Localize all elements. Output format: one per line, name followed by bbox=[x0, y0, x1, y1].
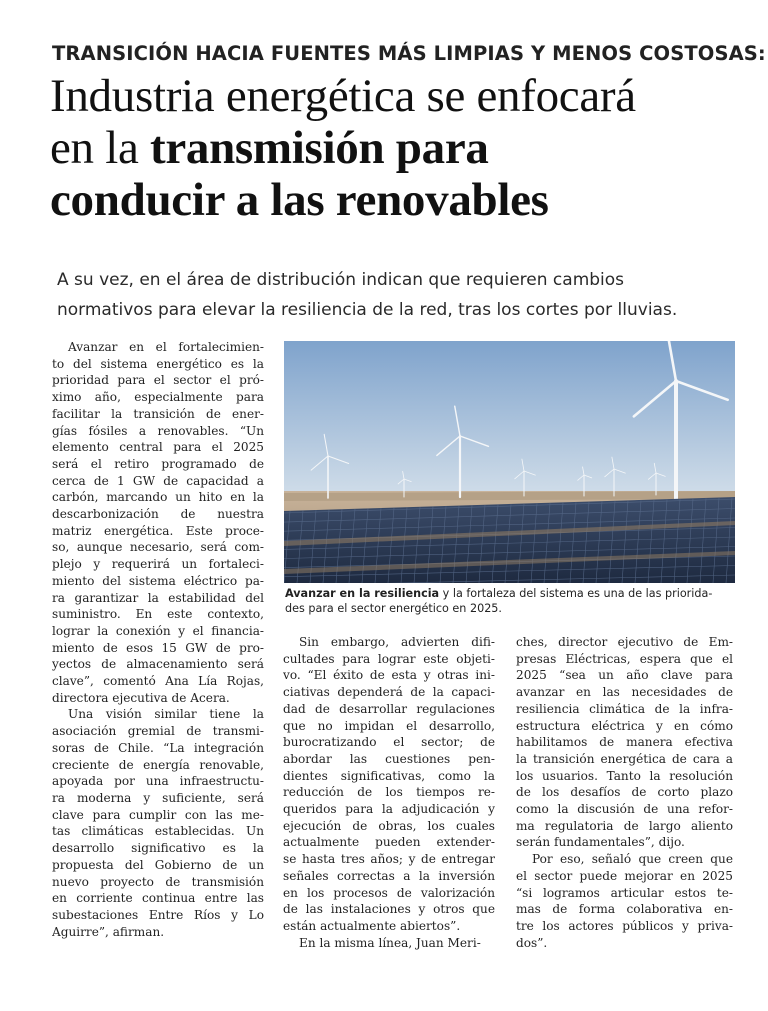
column2-line: ejecución de obras, los cuales bbox=[283, 818, 495, 833]
column1-line: so, aunque necesario, será com- bbox=[52, 540, 264, 555]
column1-line: miento de esos 15 GW de pro- bbox=[52, 640, 264, 655]
column1-line: cerca de 1 GW de capacidad a bbox=[52, 473, 264, 488]
column2-line: queridos para la adjudicación y bbox=[283, 802, 495, 817]
deck-line-1: A su vez, en el área de distribución indican que requieren cambios bbox=[57, 270, 625, 290]
column3-line: el sector puede mejorar en 2025 bbox=[516, 868, 733, 883]
column1-line: asociación gremial de transmi- bbox=[52, 724, 264, 739]
column2-line: En la misma línea, Juan Meri- bbox=[299, 935, 481, 950]
column3-line: los usuarios. Tanto la resolución bbox=[516, 768, 733, 783]
column1-line: desarrollo significativo es la bbox=[52, 841, 264, 856]
column3-line: resiliencia climática de la infra- bbox=[516, 701, 733, 716]
headline-line-3 bbox=[50, 174, 740, 226]
column1-line: en corriente continua entre las bbox=[52, 891, 264, 906]
column1-line: clave”, comentó Ana Lía Rojas, bbox=[52, 674, 264, 689]
column1-line: ra moderna y suficiente, será bbox=[52, 790, 264, 805]
caption-rest: y la fortaleza del sistema es una de las priorida- bbox=[439, 587, 713, 600]
column2-line: en los procesos de valorización bbox=[283, 885, 495, 900]
column3-line: de los desafíos de corto plazo bbox=[516, 785, 733, 800]
column2-line: de las instalaciones y otros que bbox=[283, 902, 495, 917]
caption-line-2: des para el sector energético en 2025. bbox=[285, 602, 502, 615]
column2-line: ciativas dependerá de la capaci- bbox=[283, 685, 495, 700]
column1-line: Avanzar en el fortalecimien- bbox=[68, 340, 264, 354]
column3-line: 2025 “sea un año clave para bbox=[516, 668, 733, 683]
column2-line: están actualmente abiertos”. bbox=[283, 918, 461, 933]
kicker: TRANSICIÓN HACIA FUENTES MÁS LIMPIAS Y MENOS COSTOSAS: bbox=[52, 42, 766, 65]
column2-line: dientes significativas, como la bbox=[283, 768, 495, 783]
column3-line: ma regulatoria de largo aliento bbox=[516, 818, 733, 833]
column-2 bbox=[283, 634, 495, 951]
headline bbox=[50, 70, 740, 226]
column1-line: clave para cumplir con las me- bbox=[52, 807, 264, 822]
column2-line: dad de desarrollar regulaciones bbox=[283, 701, 495, 716]
column1-line: creciente de energía renovable, bbox=[52, 757, 264, 772]
headline-line-2-regular: en la bbox=[50, 122, 150, 174]
column2-line: se hasta tres años; y de entregar bbox=[283, 852, 495, 867]
column1-line: carbón, marcando un hito en la bbox=[52, 490, 264, 505]
column3-line: tre los actores públicos y priva- bbox=[516, 918, 733, 933]
column3-line: Por eso, señaló que creen que bbox=[532, 852, 733, 867]
column2-line: Sin embargo, advierten difi- bbox=[299, 635, 495, 649]
column1-line: gías fósiles a renovables. “Un bbox=[52, 423, 264, 438]
column3-line: “si logramos articular estos te- bbox=[516, 885, 733, 900]
column3-line: mas de forma colaborativa en- bbox=[516, 902, 733, 917]
headline-line-2-bold: transmisión para bbox=[149, 122, 489, 174]
column-1 bbox=[52, 339, 264, 940]
column3-line: serán fundamentales”, dijo. bbox=[516, 835, 685, 850]
column2-line: burocratizando el sector; de bbox=[283, 735, 495, 750]
column3-line: ches, director ejecutivo de Em- bbox=[516, 635, 733, 649]
column1-line: directora ejecutiva de Acera. bbox=[52, 690, 230, 705]
wind-turbines-solar-panels-photo bbox=[284, 341, 735, 583]
headline-line-1: Industria energética se enfocará bbox=[50, 70, 636, 122]
column1-line: ra garantizar la estabilidad del bbox=[52, 590, 264, 605]
headline-line-2 bbox=[50, 122, 740, 174]
column2-line: que no impidan el desarrollo, bbox=[283, 718, 495, 733]
column1-line: nuevo proyecto de transmisión bbox=[52, 874, 264, 889]
caption-bold: Avanzar en la resiliencia bbox=[285, 587, 440, 600]
column1-line: descarbonización de nuestra bbox=[52, 507, 264, 522]
column2-line: abordar las cuestiones pen- bbox=[283, 751, 495, 766]
column1-line: elemento central para el 2025 bbox=[52, 440, 264, 455]
column2-line: vo. “El éxito de esta y otras ini- bbox=[283, 668, 495, 683]
column1-line: Una visión similar tiene la bbox=[68, 707, 264, 722]
column3-line: dos”. bbox=[516, 935, 548, 950]
column1-line: plejo y requerirá un fortaleci- bbox=[52, 557, 264, 572]
column1-line: propuesta del Gobierno de un bbox=[52, 857, 264, 872]
column1-line: yectos de almacenamiento será bbox=[52, 657, 264, 672]
column3-line: presas Eléctricas, espera que el bbox=[516, 651, 733, 666]
column2-line: cultades para lograr este objeti- bbox=[283, 651, 495, 666]
column3-line: estructura eléctrica y en cómo bbox=[516, 718, 733, 733]
column1-line: subestaciones Entre Ríos y Lo bbox=[52, 907, 264, 922]
column1-line: soras de Chile. “La integración bbox=[52, 740, 264, 755]
deck-line-2: normativos para elevar la resiliencia de la red, tras los cortes por lluvias. bbox=[57, 300, 678, 320]
caption-line-1 bbox=[285, 586, 737, 601]
column3-line: la transición energética de cara a bbox=[516, 751, 733, 766]
column1-line: apoyada por una infraestructu- bbox=[52, 774, 264, 789]
column2-line: señales correctas a la inversión bbox=[283, 868, 495, 883]
column1-line: tas climáticas establecidas. Un bbox=[52, 824, 264, 839]
column3-line: como la discusión de una refor- bbox=[516, 802, 733, 817]
column1-line: lograr la conexión y el financia- bbox=[52, 623, 264, 638]
column1-line: Aguirre”, afirman. bbox=[52, 924, 165, 939]
column-3 bbox=[516, 634, 733, 951]
column1-line: ximo año, especialmente para bbox=[52, 390, 264, 405]
column1-line: facilitar la transición de ener- bbox=[52, 406, 264, 421]
column3-line: habilitamos de manera efectiva bbox=[516, 735, 733, 750]
column3-line: avanzar en las necesidades de bbox=[516, 685, 733, 700]
column1-line: miento del sistema eléctrico pa- bbox=[52, 573, 264, 588]
headline-line-3-bold: conducir a las renovables bbox=[50, 174, 549, 226]
column1-line: suministro. En este contexto, bbox=[52, 607, 264, 622]
deck bbox=[57, 265, 737, 325]
photo-caption bbox=[285, 586, 737, 616]
column1-line: matriz energética. Este proce- bbox=[52, 523, 264, 538]
column2-line: reducción de los tiempos re- bbox=[283, 785, 495, 800]
column1-line: prioridad para el sector el pró- bbox=[52, 373, 264, 388]
column1-line: to del sistema energético es la bbox=[52, 356, 264, 371]
column2-line: actualmente pueden extender- bbox=[283, 835, 495, 850]
column1-line: será el retiro programado de bbox=[52, 456, 264, 471]
